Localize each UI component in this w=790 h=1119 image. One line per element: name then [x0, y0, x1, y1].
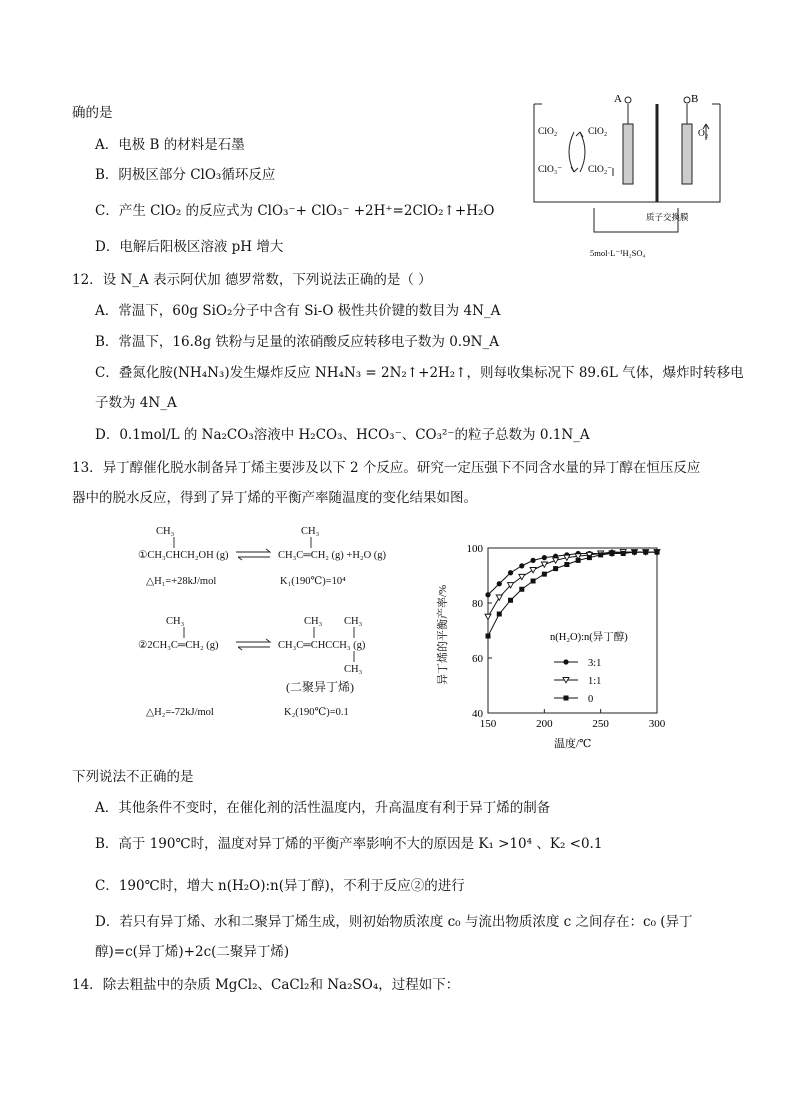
data-point — [541, 562, 547, 567]
q13-option-d-cont: 醇)=c(异丁烯)+2c(二聚异丁烯) — [95, 944, 290, 960]
svg-text:△H₁=+28kJ/mol: △H₁=+28kJ/mol — [146, 576, 217, 587]
cycle-arrow-left — [569, 132, 574, 172]
equilibrium-arrow-2 — [236, 639, 270, 650]
svg-text:O₂: O₂ — [698, 129, 709, 139]
data-point — [531, 579, 536, 584]
q12-option-d: D．0.1mol/L 的 Na₂CO₃溶液中 H₂CO₃、HCO₃⁻、CO₃²⁻的粒子总数为 0.1N_A — [95, 427, 590, 443]
data-point — [587, 555, 592, 560]
data-point — [519, 587, 524, 592]
q14-stem: 14．除去粗盐中的杂质 MgCl₂、CaCl₂和 Na₂SO₄，过程如下： — [72, 977, 460, 993]
q12-option-c-cont: 子数为 4N_A — [95, 395, 177, 411]
membrane-label: 质子交换膜 — [646, 212, 689, 222]
data-point — [542, 572, 547, 577]
svg-text:CH₃: CH₃ — [166, 616, 185, 627]
data-point — [486, 634, 491, 639]
y-tick-label: 80 — [472, 598, 483, 610]
data-point — [508, 570, 513, 575]
reaction-scheme — [138, 522, 438, 722]
x-axis-label: 温度/℃ — [554, 738, 592, 750]
svg-text:CH₃: CH₃ — [301, 526, 320, 537]
legend-label: 1:1 — [588, 676, 602, 687]
data-point — [598, 552, 603, 557]
svg-text:△H₂=-72kJ/mol: △H₂=-72kJ/mol — [146, 707, 214, 718]
q13-option-b: B．高于 190℃时，温度对异丁烯的平衡产率影响不大的原因是 K₁ >10⁴ 、K₂ <0.1 — [95, 836, 603, 852]
x-tick-label: 150 — [479, 718, 497, 730]
q11-option-a: A．电极 B 的材料是石墨 — [95, 137, 245, 153]
q12-stem: 12．设 N_A 表示阿伏加 德罗常数，下列说法正确的是（ ） — [72, 272, 432, 288]
yield-temperature-chart — [432, 530, 677, 752]
svg-text:CH₃: CH₃ — [156, 526, 175, 537]
data-point — [497, 612, 502, 617]
label-b: B — [691, 93, 699, 105]
y-tick-label: 100 — [466, 543, 483, 555]
series-line-3-1 — [488, 552, 657, 595]
svg-text:ClO₂: ClO₂ — [588, 127, 608, 137]
data-point — [530, 558, 535, 563]
q13-option-d: D．若只有异丁烯、水和二聚异丁烯生成，则初始物质浓度 c₀ 与流出物质浓度 c 之间存在：c₀ (异丁 — [95, 914, 693, 930]
data-point — [609, 551, 614, 556]
data-point — [508, 598, 513, 603]
svg-text:(二聚异丁烯): (二聚异丁烯) — [286, 680, 354, 694]
x-tick-label: 200 — [536, 718, 553, 730]
q13-stem-1: 13．异丁醇催化脱水制备异丁烯主要涉及以下 2 个反应。研究一定压强下不同含水量的异丁醇在恒压反应 — [72, 460, 701, 476]
plot-frame — [488, 548, 657, 713]
q13-after: 下列说法不正确的是 — [72, 769, 194, 785]
data-point — [497, 581, 502, 586]
svg-text:CH₃C═CHCCH₃ (g): CH₃C═CHCCH₃ (g) — [278, 640, 366, 651]
data-point — [530, 568, 536, 573]
q12-option-c: C．叠氮化胺(NH₄N₃)发生爆炸反应 NH₄N₃ = 2N₂↑+2H₂↑，则每收集标况下 89.6L 气体，爆炸时转移电 — [95, 365, 744, 381]
legend-label: 3:1 — [588, 658, 602, 669]
svg-text:ClO₂⁻: ClO₂⁻ — [588, 165, 613, 175]
data-point — [564, 562, 569, 567]
svg-text:CH₃: CH₃ — [344, 664, 363, 675]
data-point — [632, 550, 637, 555]
y-tick-label: 40 — [472, 708, 483, 720]
svg-text:K₂(190℃)=0.1: K₂(190℃)=0.1 — [284, 707, 349, 718]
data-point — [576, 558, 581, 563]
svg-text:ClO₃⁻: ClO₃⁻ — [538, 165, 563, 175]
q11-option-d: D．电解后阳极区溶液 pH 增大 — [95, 239, 284, 255]
q11-option-c: C．产生 ClO₂ 的反应式为 ClO₃⁻+ ClO₃⁻ +2H⁺=2ClO₂↑+H₂O — [95, 203, 495, 219]
series-line-0 — [488, 552, 657, 636]
data-point — [542, 555, 547, 560]
svg-text:CH₃: CH₃ — [344, 616, 363, 627]
label-a: A — [614, 93, 622, 105]
svg-text:①CH₃CHCH₂OH (g): ①CH₃CHCH₂OH (g) — [138, 550, 229, 561]
data-point — [485, 592, 490, 597]
q13-option-a: A．其他条件不变时，在催化剂的活性温度内，升高温度有利于异丁烯的制备 — [95, 800, 551, 816]
data-point — [485, 614, 491, 619]
x-tick-label: 250 — [592, 718, 609, 730]
data-point — [553, 566, 558, 571]
data-point — [519, 563, 524, 568]
data-point — [621, 551, 626, 556]
svg-text:K₁(190℃)=10⁴: K₁(190℃)=10⁴ — [280, 576, 346, 587]
data-point — [553, 558, 559, 563]
y-tick-label: 60 — [472, 653, 483, 665]
q12-option-a: A．常温下，60g SiO₂分子中含有 Si-O 极性共价键的数目为 4N_A — [95, 303, 501, 319]
equilibrium-arrow-1 — [236, 549, 270, 560]
legend-marker — [563, 659, 568, 664]
q13-option-c: C．190℃时，增大 n(H₂O):n(异丁醇)，不利于反应②的进行 — [95, 878, 465, 894]
data-point — [496, 595, 502, 600]
svg-text:②2CH₃C═CH₂ (g): ②2CH₃C═CH₂ (g) — [138, 640, 219, 651]
data-point — [655, 550, 660, 555]
x-tick-label: 300 — [648, 718, 666, 730]
legend-title: n(H₂O):n(异丁醇) — [550, 632, 628, 643]
q11-stem-tail: 确的是 — [72, 105, 113, 121]
q12-option-b: B．常温下，16.8g 铁粉与足量的浓硝酸反应转移电子数为 0.9N_A — [95, 334, 499, 350]
electrolysis-diagram — [528, 88, 728, 264]
svg-text:CH₃C═CH₂ (g) +H₂O (g): CH₃C═CH₂ (g) +H₂O (g) — [278, 550, 387, 561]
electrode-b — [682, 124, 692, 184]
svg-text:CH₃: CH₃ — [304, 616, 323, 627]
legend-marker — [564, 696, 569, 701]
svg-text:ClO₂: ClO₂ — [538, 127, 558, 137]
q13-stem-2: 器中的脱水反应，得到了异丁烯的平衡产率随温度的变化结果如图。 — [72, 490, 477, 506]
electrode-a — [623, 124, 633, 184]
data-point — [643, 550, 648, 555]
cycle-arrow-right — [580, 132, 585, 172]
series-line-1-1 — [488, 552, 657, 617]
y-axis-label: 异丁烯的平衡产率/% — [437, 584, 449, 685]
electrolyte-label: 5mol·L⁻¹H₂SO₄ — [590, 248, 646, 258]
q11-option-b: B．阴极区部分 ClO₃循环反应 — [95, 167, 276, 183]
legend-label: 0 — [588, 694, 594, 705]
